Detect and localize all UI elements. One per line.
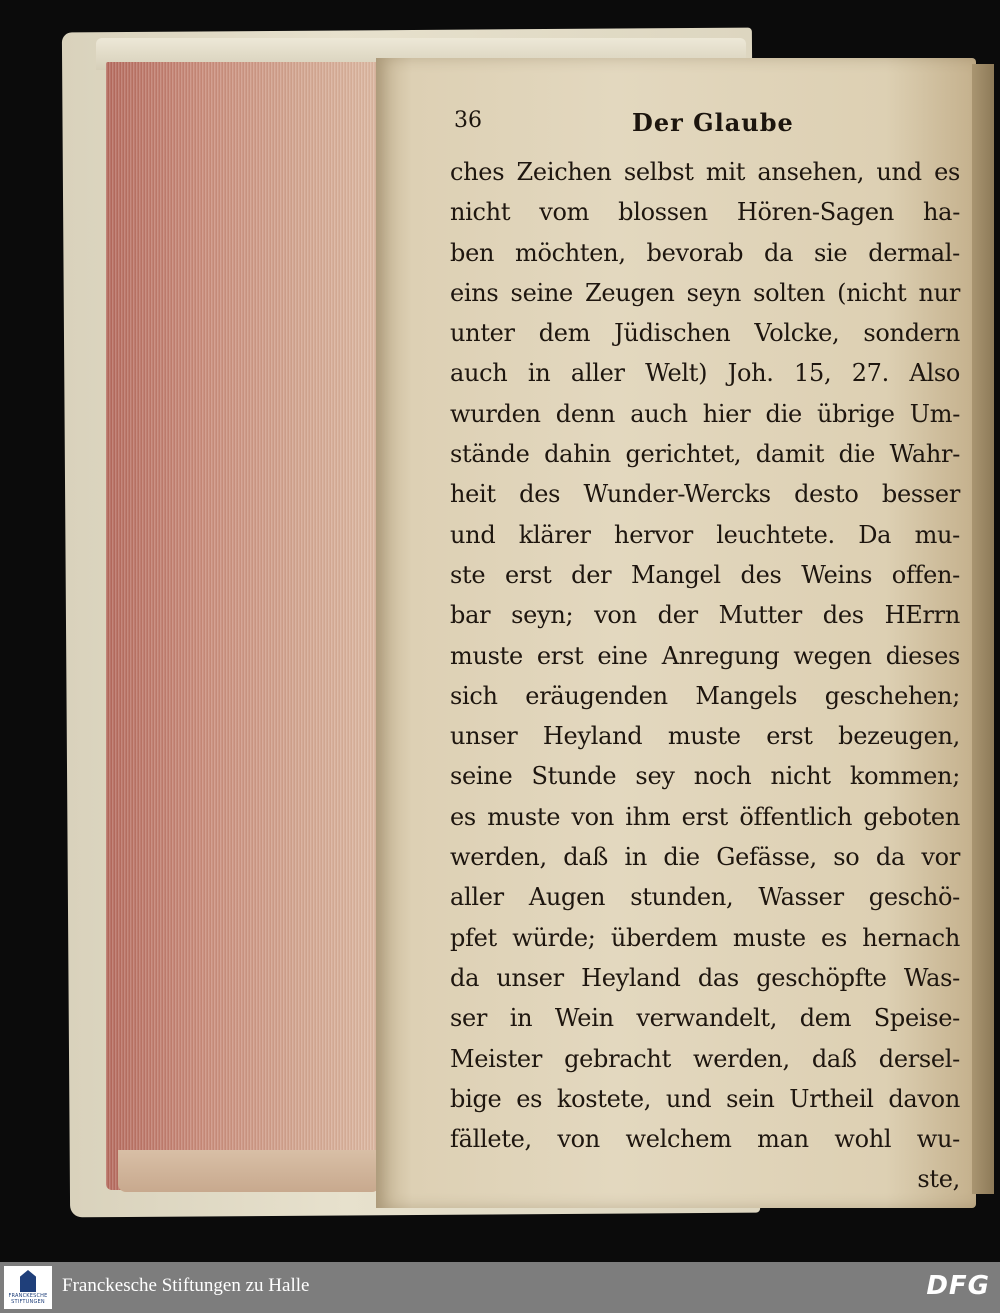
- body-text: [450, 152, 960, 1200]
- franckesche-emblem-icon: [20, 1270, 36, 1292]
- text-line: Meister gebracht werden, daß dersel-: [450, 1044, 960, 1073]
- text-line: muste erst eine Anregung wegen dieses: [450, 641, 960, 670]
- page-edges-bottom: [118, 1150, 380, 1192]
- text-line: unser Heyland muste erst bezeugen,: [450, 722, 960, 751]
- text-line: eins seine Zeugen seyn solten (nicht nur: [450, 278, 960, 307]
- text-line: ser in Wein verwandelt, dem Speise-: [450, 1004, 960, 1033]
- text-line: pfet würde; überdem muste es hernach: [450, 923, 960, 952]
- text-line: es muste von ihm erst öffentlich geboten: [450, 802, 960, 831]
- text-line: ches Zeichen selbst mit ansehen, und es: [450, 158, 960, 186]
- text-line: stände dahin gerichtet, damit die Wahr-: [450, 440, 960, 469]
- text-line: auch in aller Welt) Joh. 15, 27. Also: [450, 359, 960, 388]
- text-line: bar seyn; von der Mutter des HErrn: [450, 601, 960, 630]
- footer-bar: [0, 1262, 1000, 1313]
- text-line: heit des Wunder-Wercks desto besser: [450, 480, 960, 509]
- dfg-logo[interactable]: DFG: [926, 1271, 990, 1301]
- page-header: [454, 108, 824, 142]
- text-line: und klärer hervor leuchtete. Da mu-: [450, 520, 960, 549]
- page-number: 36: [454, 108, 482, 133]
- text-line: ben möchten, bevorab da sie dermal-: [450, 238, 960, 267]
- text-line: bige es kostete, und sein Urtheil davon: [450, 1084, 960, 1113]
- page-edges: [106, 62, 382, 1190]
- text-line: aller Augen stunden, Wasser geschö-: [450, 883, 960, 912]
- text-line: unter dem Jüdischen Volcke, sondern: [450, 319, 960, 348]
- text-line: werden, daß in die Gefässe, so da vor: [450, 843, 960, 872]
- institution-name[interactable]: Franckesche Stiftungen zu Halle: [62, 1275, 310, 1296]
- logo-text: FRANCKESCHE STIFTUNGEN: [8, 1293, 48, 1305]
- text-line: seine Stunde sey noch nicht kommen;: [450, 762, 960, 791]
- text-line: nicht vom blossen Hören-Sagen ha-: [450, 198, 960, 227]
- text-line: ste erst der Mangel des Weins offen-: [450, 560, 960, 589]
- catchword: ste,: [917, 1165, 960, 1194]
- institution-logo[interactable]: [4, 1266, 52, 1309]
- text-line: da unser Heyland das geschöpfte Was-: [450, 963, 960, 992]
- text-line: wurden denn auch hier die übrige Um-: [450, 399, 960, 428]
- text-line: sich eräugenden Mangels geschehen;: [450, 681, 960, 710]
- text-line: fällete, von welchem man wohl wu-: [450, 1125, 960, 1154]
- running-title: Der Glaube: [632, 108, 794, 137]
- page-right-edge: [972, 64, 994, 1194]
